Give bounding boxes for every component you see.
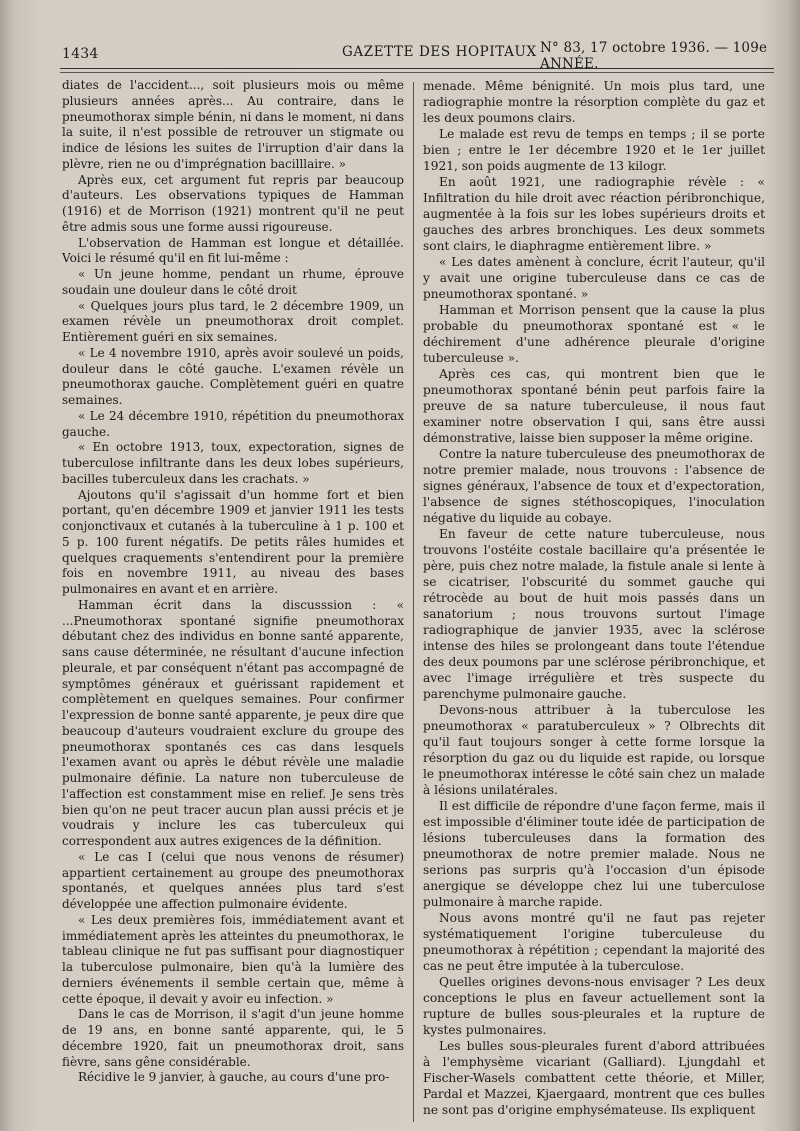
paragraph: Devons-nous attribuer à la tuberculose les pneumothorax « paratuberculeux » ? Olbrechts dit qu'il faut toujours songer à cette forme lorsque la résorption du gaz ou du liquide est rapide, ou lorsque le pneumothorax intéresse le côté sain chez un malade à lésions unilatérales. xyxy=(423,703,765,797)
paragraph: Le malade est revu de temps en temps ; il se porte bien ; entre le 1er décembre 1920 et le 1er juillet 1921, son poids augmente de 13 kilogr. xyxy=(423,127,765,173)
column-separator xyxy=(413,82,414,1122)
paragraph: Récidive le 9 janvier, à gauche, au cours d'une pro- xyxy=(78,1070,390,1085)
paragraph: « En octobre 1913, toux, expectoration, signes de tuberculose infiltrante dans les deux lobes supérieurs, bacilles tuberculeux dans les crachats. » xyxy=(62,440,404,486)
issue-info: N° 83, 17 octobre 1936. — 109e ANNÉE. xyxy=(540,40,768,72)
header-rule xyxy=(60,68,774,69)
page-number: 1434 xyxy=(62,46,99,62)
paragraph: En faveur de cette nature tuberculeuse, nous trouvons l'ostéite costale bacillaire qu'a présentée le père, puis chez notre malade, la fistule anale si lente à se cicatriser, l'obscurité du sommet gauche qui rétrocède au bout de huit mois passés dans un sanatorium ; nous trouvons surtout l'image radiographique de janvier 1935, avec la sclérose intense des hiles se prolongeant dans toute l'étendue des deux poumons par une sclérose péribronchique, et avec l'image irrégulière et très suspecte du parenchyme pulmonaire gauche. xyxy=(423,527,765,701)
right-column xyxy=(423,78,765,1118)
journal-title: GAZETTE DES HOPITAUX xyxy=(342,44,537,60)
paragraph: menade. Même bénignité. Un mois plus tard, une radiographie montre la résorption complète du gaz et les deux poumons clairs. xyxy=(423,79,765,125)
paragraph: Contre la nature tuberculeuse des pneumothorax de notre premier malade, nous trouvons : l'absence de signes généraux, l'absence de toux et d'expectoration, l'absence de signes stéthoscopiques, l'inoculation négative du liquide au cobaye. xyxy=(423,447,765,525)
paragraph: « Quelques jours plus tard, le 2 décembre 1909, un examen révèle un pneumothorax droit complet. Entièrement guéri en six semaines. xyxy=(62,298,404,344)
paragraph: Les bulles sous-pleurales furent d'abord attribuées à l'emphysème vicariant (Galliard). Ljungdahl et Fischer-Wasels combattent cette théorie, et Miller, Pardal et Mazzei, Kjaergaard, montrent que ces bulles ne sont pas d'origine emphysémateuse. Ils expliquent xyxy=(423,1039,765,1117)
paragraph: Quelles origines devons-nous envisager ? Les deux conceptions le plus en faveur actuellement sont la rupture de bulles sous-pleurales et la rupture de kystes pulmonaires. xyxy=(423,975,765,1037)
paragraph: « Le 24 décembre 1910, répétition du pneumothorax gauche. xyxy=(62,408,404,439)
paragraph: Nous avons montré qu'il ne faut pas rejeter systématiquement l'origine tuberculeuse du pneumothorax à répétition ; cependant la majorité des cas ne peut être imputée à la tuberculose. xyxy=(423,911,765,973)
paragraph: L'observation de Hamman est longue et détaillée. Voici le résumé qu'il en fit lui-même : xyxy=(62,235,404,266)
paragraph: Il est difficile de répondre d'une façon ferme, mais il est impossible d'éliminer toute idée de participation de lésions tuberculeuses dans la formation des pneumothorax de notre premier malade. Nous ne serions pas surpris qu'à l'occasion d'un épisode anergique se développe chez lui une tuberculose pulmonaire à marche rapide. xyxy=(423,799,765,909)
paragraph: Ajoutons qu'il s'agissait d'un homme fort et bien portant, qu'en décembre 1909 et janvier 1911 les tests conjonctivaux et cutanés à la tuberculine à 1 p. 100 et 5 p. 100 furent négatifs. De petits râles humides et quelques craquements s'entendirent pour la première fois en novembre 1911, au niveau des bases pulmonaires en avant et en arrière. xyxy=(62,487,404,596)
paragraph: Hamman et Morrison pensent que la cause la plus probable du pneumothorax spontané est « le déchirement d'une adhérence pleurale d'origine tuberculeuse ». xyxy=(423,303,765,365)
paragraph: En août 1921, une radiographie révèle : « Infiltration du hile droit avec réaction péribronchique, augmentée à la fois sur les lobes supérieurs droits et gauches des arbres bronchiques. Les deux sommets sont clairs, le diaphragme entièrement libre. » xyxy=(423,175,765,253)
paragraph: Après ces cas, qui montrent bien que le pneumothorax spontané bénin peut parfois faire la preuve de sa nature tuberculeuse, il nous faut examiner notre observation I qui, sans être aussi démonstrative, laisse bien supposer la même origine. xyxy=(423,367,765,445)
page-header xyxy=(62,40,772,72)
paragraph: Hamman écrit dans la discusssion : « ...Pneumothorax spontané signifie pneumothorax débutant chez des individus en bonne santé apparente, sans cause déterminée, ne résultant d'aucune infection pleurale, et par conséquent n'étant pas accompagné de symptômes généraux et guérissant rapidement et complètement en quelques semaines. Pour confirmer l'expression de bonne santé apparente, je peux dire que beaucoup d'auteurs voudraient exclure du groupe des pneumothorax spontanés ces cas dans lesquels l'examen avant ou après le début révèle une maladie pulmonaire définie. La nature non tuberculeuse de l'affection est constamment mise en relief. Je sens très bien qu'on ne peut tracer aucun plan aussi précis et je voudrais y inclure les cas tuberculeux qui correspondent aux autres exigences de la définition. xyxy=(62,597,404,848)
paragraph: Dans le cas de Morrison, il s'agit d'un jeune homme de 19 ans, en bonne santé apparente, qui, le 5 décembre 1920, fait un pneumothorax droit, sans fièvre, sans gêne considérable. xyxy=(62,1007,404,1069)
paragraph: « Le cas I (celui que nous venons de résumer) appartient certainement au groupe des pneumothorax spontanés, et quelques années plus tard s'est développée une affection pulmonaire évidente. xyxy=(62,849,404,911)
paragraph: diates de l'accident..., soit plusieurs mois ou même plusieurs années après... Au contraire, dans le pneumothorax simple bénin, ni dans le moment, ni dans la suite, il n'est possible de retrouver un stigmate ou indice de lésions les suites de l'irruption d'air dans la plèvre, rien ne ou d'imprégnation bacilllaire. » xyxy=(62,78,404,171)
paragraph: « Un jeune homme, pendant un rhume, éprouve soudain une douleur dans le côté droit xyxy=(62,267,404,297)
header-rule-thin xyxy=(60,72,774,73)
paragraph: Après eux, cet argument fut repris par beaucoup d'auteurs. Les observations typiques de Hamman (1916) et de Morrison (1921) montrent qu'il ne peut être admis sous une forme aussi rigoureuse. xyxy=(62,172,404,234)
paragraph: « Les deux premières fois, immédiatement avant et immédiatement après les atteintes du pneumothorax, le tableau clinique ne fut pas suffisant pour diagnostiquer la tuberculose pulmonaire, bien qu'à la lumière des derniers événements il semble certain que, même à cette époque, il devait y avoir eu infection. » xyxy=(62,912,404,1006)
paragraph: « Le 4 novembre 1910, après avoir soulevé un poids, douleur dans le côté gauche. L'examen révèle un pneumothorax gauche. Complètement guéri en quatre semaines. xyxy=(62,345,404,407)
left-column xyxy=(62,78,404,1086)
paragraph: « Les dates amènent à conclure, écrit l'auteur, qu'il y avait une origine tuberculeuse dans ce cas de pneumothorax spontané. » xyxy=(423,255,765,301)
